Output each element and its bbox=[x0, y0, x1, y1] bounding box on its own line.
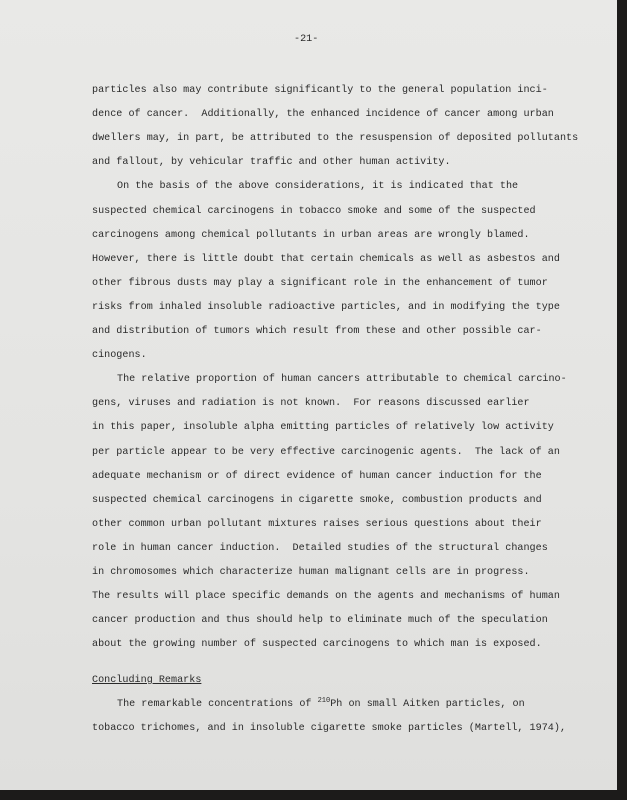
text-line: about the growing number of suspected carcinogens to which man is exposed. bbox=[92, 639, 542, 651]
text-line: On the basis of the above considerations, it is indicated that the bbox=[117, 181, 519, 193]
text-line: suspected chemical carcinogens in tobacco smoke and some of the suspected bbox=[92, 205, 536, 217]
text-line: dwellers may, in part, be attributed to the resuspension of deposited pollutants bbox=[92, 133, 579, 145]
text-line: suspected chemical carcinogens in cigarette smoke, combustion products and bbox=[92, 494, 542, 506]
text-line: gens, viruses and radiation is not known. For reasons discussed earlier bbox=[92, 398, 530, 410]
text-segment: Ph on small Aitken particles, on bbox=[330, 699, 525, 710]
final-paragraph-line-1 bbox=[117, 699, 525, 710]
final-paragraph-line-2: tobacco trichomes, and in insoluble cigarette smoke particles (Martell, 1974), bbox=[92, 723, 567, 734]
text-line: risks from inhaled insoluble radioactive particles, and in modifying the type bbox=[92, 301, 560, 313]
text-line: per particle appear to be very effective carcinogenic agents. The lack of an bbox=[92, 446, 560, 458]
text-line: The results will place specific demands on the agents and mechanisms of human bbox=[92, 591, 560, 603]
text-line: other fibrous dusts may play a significant role in the enhancement of tumor bbox=[92, 277, 548, 289]
section-heading: Concluding Remarks bbox=[92, 675, 202, 686]
isotope-superscript: 210 bbox=[317, 697, 331, 705]
page-number: -21- bbox=[294, 34, 319, 45]
text-line: in this paper, insoluble alpha emitting particles of relatively low activity bbox=[92, 422, 554, 434]
text-line: and distribution of tumors which result from these and other possible car- bbox=[92, 326, 542, 337]
text-line: The relative proportion of human cancers attributable to chemical carcino- bbox=[117, 374, 567, 386]
text-line: particles also may contribute significantly to the general population inci- bbox=[92, 85, 548, 96]
text-line: cancer production and thus should help to eliminate much of the speculation bbox=[92, 615, 548, 627]
text-segment: The remarkable concentrations of bbox=[117, 699, 318, 710]
text-line: dence of cancer. Additionally, the enhanced incidence of cancer among urban bbox=[92, 109, 554, 121]
text-line: However, there is little doubt that certain chemicals as well as asbestos and bbox=[92, 253, 560, 265]
text-line: cinogens. bbox=[92, 350, 147, 362]
text-line: adequate mechanism or of direct evidence of human cancer induction for the bbox=[92, 470, 542, 482]
text-line: in chromosomes which characterize human malignant cells are in progress. bbox=[92, 567, 530, 578]
text-line: role in human cancer induction. Detailed studies of the structural changes bbox=[92, 542, 548, 554]
text-line: other common urban pollutant mixtures raises serious questions about their bbox=[92, 518, 542, 530]
text-line: and fallout, by vehicular traffic and other human activity. bbox=[92, 157, 451, 169]
text-line: carcinogens among chemical pollutants in urban areas are wrongly blamed. bbox=[92, 229, 530, 241]
